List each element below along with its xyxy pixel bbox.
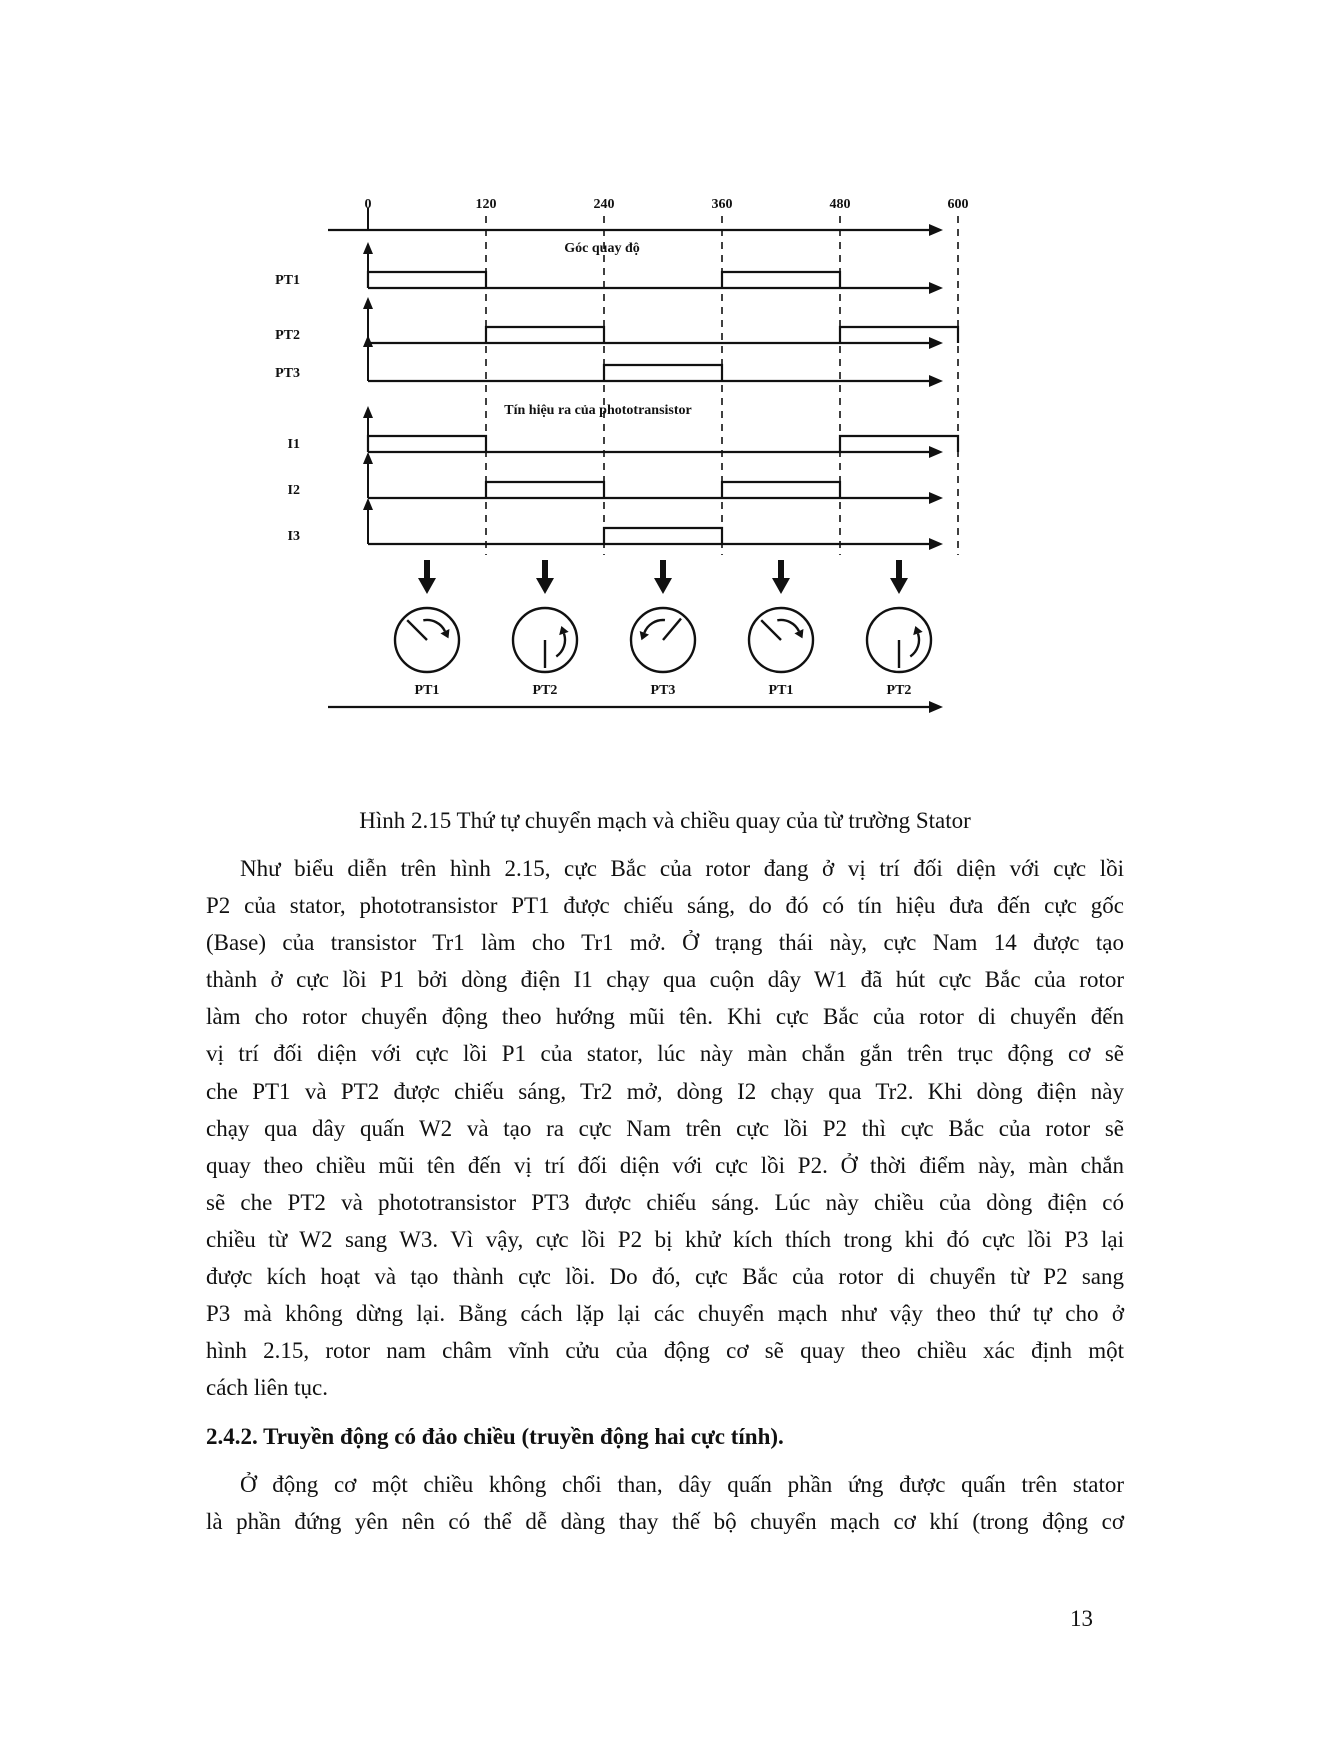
down-arrow xyxy=(772,578,790,594)
arrow-head xyxy=(929,282,943,294)
rotor-state-label: PT2 xyxy=(532,683,558,698)
rotor-state-label: PT3 xyxy=(650,683,676,698)
paragraph-line: quay theo chiều mũi tên đến vị trí đối diện với cực lồi P2. Ở thời điểm này, màn chắn xyxy=(206,1152,1124,1178)
rotor-state-diagrams xyxy=(395,560,931,672)
timing-diagram-figure xyxy=(275,197,1080,810)
rotation-arrow xyxy=(423,620,445,631)
rotor-needle xyxy=(761,620,781,640)
rotor-state-label: PT1 xyxy=(414,683,440,698)
paragraph-line: được kích hoạt và tạo thành cực lồi. Do đó, cực Bắc của rotor di chuyển từ P2 sang xyxy=(206,1264,1124,1290)
down-arrow xyxy=(424,560,430,580)
down-arrow xyxy=(654,578,672,594)
signal-labels xyxy=(275,273,300,544)
arrow-head xyxy=(929,337,943,349)
arrow-head xyxy=(363,452,373,464)
paragraph-line: P3 mà không dừng lại. Bằng cách lặp lại các chuyển mạch như vậy theo thứ tự cho ở xyxy=(206,1301,1124,1327)
down-arrow xyxy=(660,560,666,580)
down-arrow xyxy=(778,560,784,580)
paragraph-line: (Base) của transistor Tr1 làm cho Tr1 mở. Ở trạng thái này, cực Nam 14 được tạo xyxy=(206,930,1124,956)
angle-axis-caption: Góc quay độ xyxy=(564,241,640,256)
tick-label: 360 xyxy=(711,197,733,212)
paragraph-2 xyxy=(206,1466,1124,1540)
arrow-head xyxy=(363,242,373,254)
dashed-guide-lines xyxy=(486,216,958,555)
paragraph-line: Ở động cơ một chiều không chổi than, dây quấn phần ứng được quấn trên stator xyxy=(240,1472,1124,1497)
page-number: 13 xyxy=(1070,1606,1093,1631)
signal-label: PT3 xyxy=(275,366,300,381)
tick-label: 240 xyxy=(593,197,615,212)
rotor-state-label: PT1 xyxy=(768,683,794,698)
paragraph-line: làm cho rotor chuyển động theo hướng mũi tên. Khi cực Bắc của rotor di chuyển đến xyxy=(206,1004,1124,1030)
signal-pulse xyxy=(604,528,722,544)
phototransistor-output-caption: Tín hiệu ra của phototransistor xyxy=(504,403,692,418)
paragraph-line: P2 của stator, phototransistor PT1 được chiếu sáng, do đó có tín hiệu đưa đến cực gốc xyxy=(206,893,1124,919)
down-arrow xyxy=(890,578,908,594)
signal-pulse xyxy=(368,272,486,288)
arrow-head xyxy=(929,224,943,236)
down-arrow xyxy=(536,578,554,594)
arrow-head xyxy=(363,406,373,418)
rotation-arrow xyxy=(910,634,919,657)
figure-caption: Hình 2.15 Thứ tự chuyển mạch và chiều quay của từ trường Stator xyxy=(359,808,971,833)
tick-label: 0 xyxy=(364,197,372,212)
paragraph-line: Như biểu diễn trên hình 2.15, cực Bắc của rotor đang ở vị trí đối diện với cực lồi xyxy=(240,856,1124,881)
down-arrow xyxy=(896,560,902,580)
paragraph-line: cách liên tục. xyxy=(206,1375,328,1401)
signal-label: I3 xyxy=(287,529,300,544)
rotation-arrow xyxy=(644,620,665,633)
section-heading: 2.4.2. Truyền động có đảo chiều (truyền động hai cực tính). xyxy=(206,1424,784,1449)
rotor-state-labels xyxy=(415,683,912,698)
arrow-head xyxy=(929,375,943,387)
arrow-head xyxy=(929,492,943,504)
paragraph-1 xyxy=(206,850,1124,1406)
down-arrow xyxy=(418,578,436,594)
arrow-head xyxy=(929,446,943,458)
rotation-arrow xyxy=(556,634,565,657)
signal-pulse xyxy=(722,482,840,498)
arrow-head xyxy=(929,701,943,713)
paragraph-line: che PT1 và PT2 được chiếu sáng, Tr2 mở, dòng I2 chạy qua Tr2. Khi dòng điện này xyxy=(206,1078,1124,1104)
signal-pulse xyxy=(486,482,604,498)
tick-label: 120 xyxy=(475,197,497,212)
paragraph-line: vị trí đối diện với cực lồi P1 của stator, lúc này màn chắn gắn trên trục động cơ sẽ xyxy=(206,1041,1124,1067)
tick-label: 480 xyxy=(829,197,851,212)
arrow-head xyxy=(363,335,373,347)
signal-label: I2 xyxy=(287,483,300,498)
signal-label: I1 xyxy=(287,437,300,452)
arrow-head xyxy=(929,538,943,550)
rotation-arrow xyxy=(777,620,799,631)
rotor-needle xyxy=(407,620,427,640)
signal-pulse xyxy=(604,365,722,381)
signal-axes xyxy=(328,208,943,713)
signal-pulse xyxy=(368,436,486,452)
angle-tick-labels xyxy=(365,197,969,212)
signal-label: PT1 xyxy=(275,273,300,288)
arrow-head xyxy=(363,297,373,309)
paragraph-line: là phần đứng yên nên có thể dễ dàng thay thế bộ chuyển mạch cơ khí (trong động cơ xyxy=(206,1509,1124,1535)
paragraph-line: chạy qua dây quấn W2 và tạo ra cực Nam trên cực lồi P2 thì cực Bắc của rotor sẽ xyxy=(206,1115,1124,1141)
rotor-state-label: PT2 xyxy=(886,683,912,698)
signal-pulse xyxy=(722,272,840,288)
arrow-head xyxy=(363,498,373,510)
signal-label: PT2 xyxy=(275,328,300,343)
signal-pulse xyxy=(840,327,958,343)
signal-pulse xyxy=(486,327,604,343)
rotor-needle xyxy=(663,619,681,640)
down-arrow xyxy=(542,560,548,580)
paragraph-line: chiều từ W2 sang W3. Vì vậy, cực lồi P2 bị khử kích thích trong khi đó cực lồi P3 lại xyxy=(206,1226,1124,1252)
paragraph-line: hình 2.15, rotor nam châm vĩnh cửu của động cơ sẽ quay theo chiều xác định một xyxy=(206,1338,1124,1364)
paragraph-line: sẽ che PT2 và phototransistor PT3 được chiếu sáng. Lúc này chiều của dòng điện có xyxy=(206,1189,1124,1215)
signal-pulse xyxy=(840,436,958,452)
tick-label: 600 xyxy=(947,197,969,212)
paragraph-line: thành ở cực lồi P1 bởi dòng điện I1 chạy qua cuộn dây W1 đã hút cực Bắc của rotor xyxy=(206,967,1124,993)
